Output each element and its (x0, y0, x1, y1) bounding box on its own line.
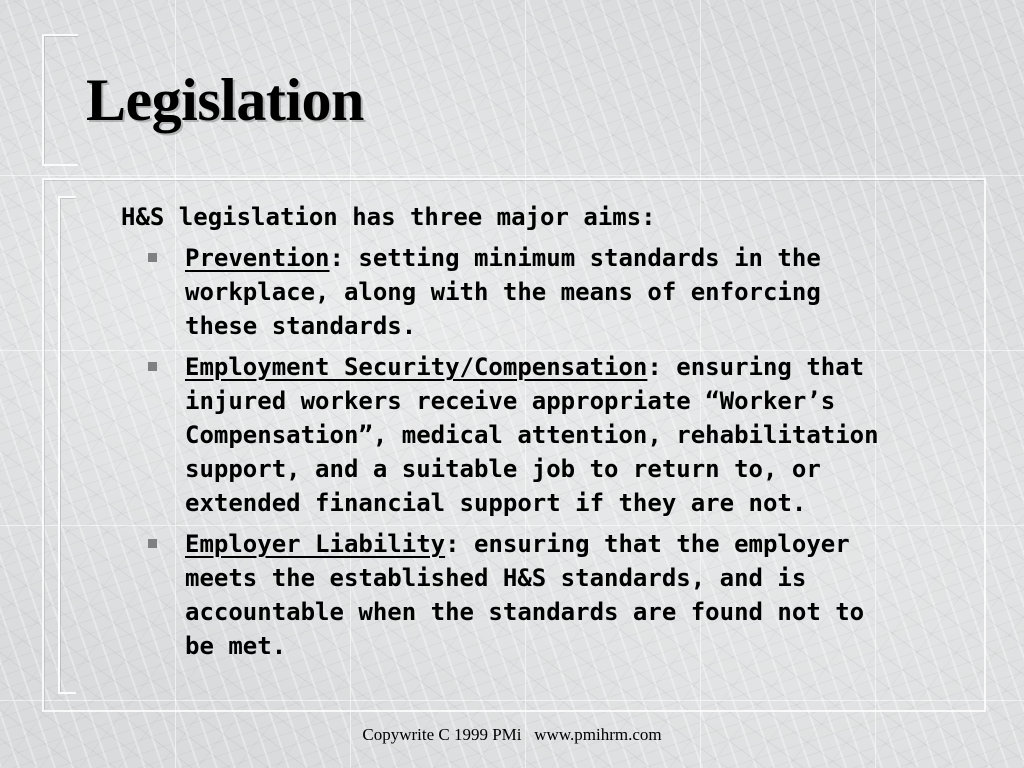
texture-seam (0, 175, 1024, 176)
title-bracket (42, 34, 78, 166)
bullet-line: Compensation”, medical attention, rehabilitation (185, 421, 879, 449)
bullet-line: injured workers receive appropriate “Worker’s (185, 387, 836, 415)
bullet-line: workplace, along with the means of enforcing (185, 278, 821, 306)
aim-term: Prevention (185, 244, 330, 272)
website-link[interactable]: www.pmihrm.com (534, 725, 662, 744)
aim-text: : ensuring that the employer (445, 530, 850, 558)
aim-employment-security (148, 350, 1018, 520)
bullet-line: support, and a suitable job to return to, or (185, 455, 821, 483)
aims-list (148, 241, 1018, 670)
bullet-line (185, 350, 1018, 384)
bullet-line: be met. (185, 632, 287, 660)
bullet-line: meets the established H&S standards, and is (185, 564, 807, 592)
copyright-text: Copywrite C 1999 PMi (362, 725, 522, 744)
square-bullet-icon (148, 539, 157, 548)
aim-term: Employer Liability (185, 530, 446, 558)
content-bracket (58, 196, 76, 694)
bullet-line: these standards. (185, 312, 417, 340)
square-bullet-icon (148, 253, 157, 262)
bullet-line: accountable when the standards are found not to (185, 598, 865, 626)
aim-text: : setting minimum standards in the (329, 244, 821, 272)
bullet-line: extended financial support if they are not. (185, 489, 807, 517)
aim-text: : ensuring that (647, 353, 865, 381)
aim-employer-liability (148, 527, 1018, 663)
slide-footer (0, 724, 1024, 746)
bullet-line (185, 241, 1018, 275)
aim-term: Employment Security/Compensation (185, 353, 648, 381)
slide-title: Legislation (86, 67, 364, 133)
intro-text: H&S legislation has three major aims: (121, 203, 656, 231)
square-bullet-icon (148, 362, 157, 371)
aim-prevention (148, 241, 1018, 343)
bullet-line (185, 527, 1018, 561)
